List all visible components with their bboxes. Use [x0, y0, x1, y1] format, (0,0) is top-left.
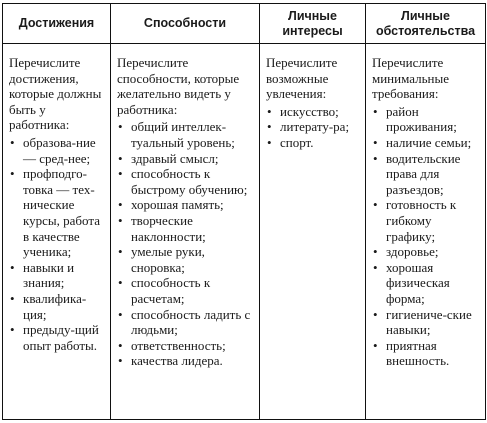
- list-item: • готовность к гибкому графику;: [372, 197, 481, 244]
- header-line: интересы: [282, 23, 343, 38]
- header-line: Личные: [288, 8, 337, 23]
- cell-intro: Перечислите способности, которые желательно видеть у работника:: [117, 55, 240, 117]
- list-item: • предыду-щий опыт работы.: [9, 322, 106, 353]
- header-line: Личные: [401, 8, 450, 23]
- list-item: • здоровье;: [372, 244, 481, 260]
- cell-interests: [260, 44, 366, 420]
- content-row: [3, 44, 486, 420]
- list-item: • образова-ние — сред-нее;: [9, 135, 106, 166]
- header-line: Достижения: [18, 16, 95, 30]
- cell-intro: Перечислите минимальные требования:: [372, 55, 449, 102]
- list-item: • способность к быстрому обучению;: [117, 166, 255, 197]
- requirements-table-container: [2, 3, 485, 420]
- list-item: • способность ладить с людьми;: [117, 307, 255, 338]
- cell-intro: Перечислите достижения, которые должны быть у работника:: [9, 55, 102, 133]
- list-item: • спорт.: [266, 135, 361, 151]
- list-item: • ответственность;: [117, 338, 255, 354]
- bullet-list: [117, 119, 255, 369]
- list-item: • умелые руки, сноровка;: [117, 244, 255, 275]
- header-achievements: [3, 4, 111, 44]
- header-interests: [260, 4, 366, 44]
- header-line: Способности: [143, 16, 227, 30]
- bullet-list: [9, 135, 106, 353]
- list-item: • литерату-ра;: [266, 119, 361, 135]
- list-item: • качества лидера.: [117, 353, 255, 369]
- list-item: • хорошая память;: [117, 197, 255, 213]
- list-item: • гигиениче-ские навыки;: [372, 307, 481, 338]
- list-item: • способность к расчетам;: [117, 275, 255, 306]
- list-item: • творческие наклонности;: [117, 213, 255, 244]
- list-item: • хорошая физическая форма;: [372, 260, 481, 307]
- bullet-list: [266, 104, 361, 151]
- header-line: обстоятельства: [375, 23, 476, 38]
- cell-abilities: [111, 44, 260, 420]
- header-row: [3, 4, 486, 44]
- list-item: • навыки и знания;: [9, 260, 106, 291]
- requirements-table: [2, 3, 486, 420]
- list-item: • наличие семьи;: [372, 135, 481, 151]
- header-abilities: [111, 4, 260, 44]
- header-circumstances: [366, 4, 486, 44]
- list-item: • приятная внешность.: [372, 338, 481, 369]
- cell-intro: Перечислите возможные увлечения:: [266, 55, 338, 102]
- list-item: • искусство;: [266, 104, 361, 120]
- list-item: • профподго-товка — тех-нические курсы, работа в качестве ученика;: [9, 166, 106, 260]
- cell-circumstances: [366, 44, 486, 420]
- list-item: • квалифика-ция;: [9, 291, 106, 322]
- list-item: • водительские права для разъездов;: [372, 151, 481, 198]
- cell-achievements: [3, 44, 111, 420]
- list-item: • общий интеллек-туальный уровень;: [117, 119, 255, 150]
- bullet-list: [372, 104, 481, 369]
- list-item: • здравый смысл;: [117, 151, 255, 167]
- list-item: • район проживания;: [372, 104, 481, 135]
